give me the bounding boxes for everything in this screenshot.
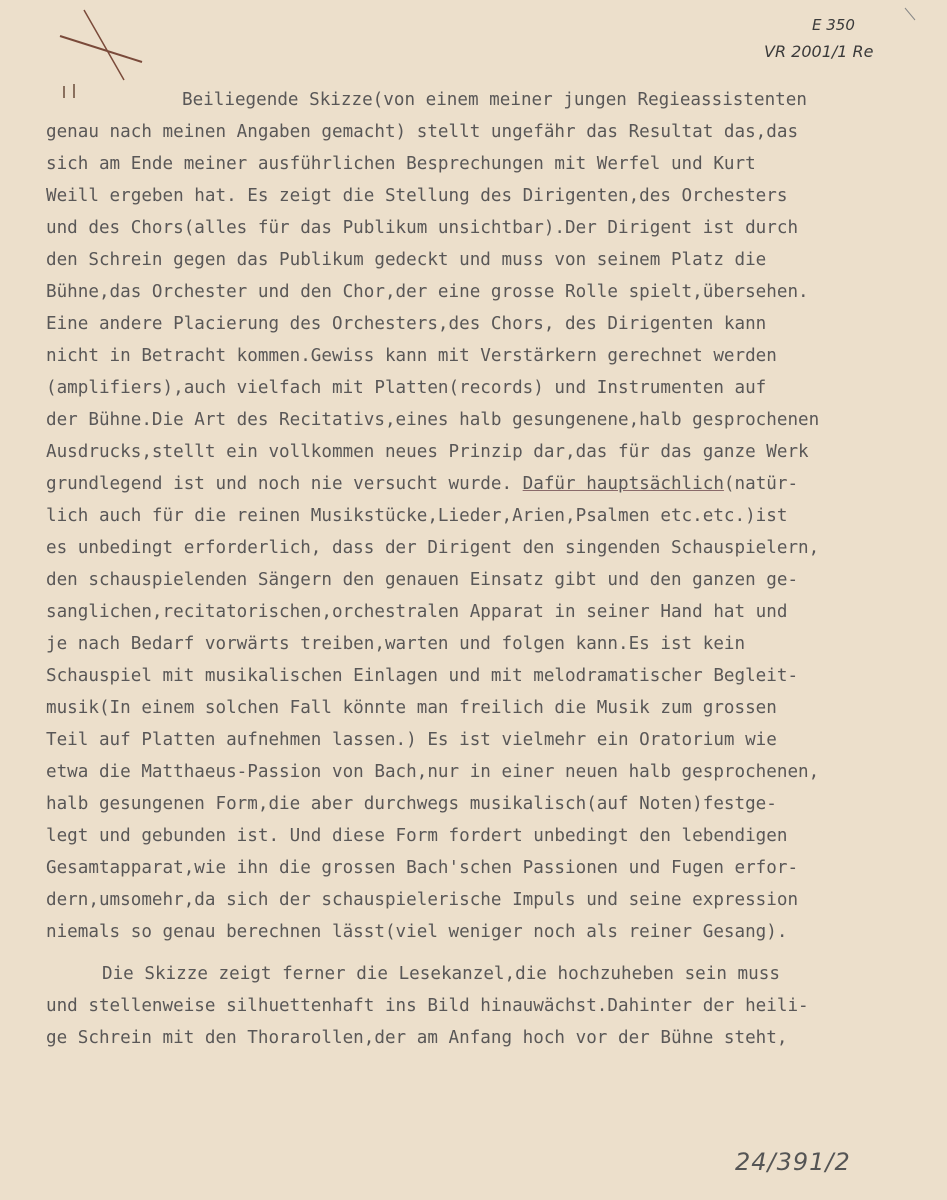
text-line: und stellenweise silhuettenhaft ins Bild hinauwächst.Dahinter der heili-	[46, 996, 809, 1016]
archive-ref-bottom: 24/391/2	[735, 1148, 851, 1176]
text-line: Die Skizze zeigt ferner die Lesekanzel,die hochzuheben sein muss	[102, 964, 780, 984]
text-line: Bühne,das Orchester und den Chor,der eine grosse Rolle spielt,übersehen.	[46, 282, 809, 302]
text-line: Gesamtapparat,wie ihn die grossen Bach'schen Passionen und Fugen erfor-	[46, 858, 799, 878]
text-line: Teil auf Platten aufnehmen lassen.) Es ist vielmehr ein Oratorium wie	[46, 730, 777, 750]
text-line: legt und gebunden ist. Und diese Form fordert unbedingt den lebendigen	[46, 826, 788, 846]
text-line: Ausdrucks,stellt ein vollkommen neues Prinzip dar,das für das ganze Werk	[46, 442, 809, 462]
text-line: niemals so genau berechnen lässt(viel weniger noch als reiner Gesang).	[46, 922, 788, 942]
text-line: Weill ergeben hat. Es zeigt die Stellung des Dirigenten,des Orchesters	[46, 186, 788, 206]
text-line: dern,umsomehr,da sich der schauspielerische Impuls und seine expression	[46, 890, 799, 910]
text-segment: (natür-	[723, 474, 799, 494]
text-line: sanglichen,recitatorischen,orchestralen Apparat in seiner Hand hat und	[46, 602, 788, 622]
text-line: lich auch für die reinen Musikstücke,Lieder,Arien,Psalmen etc.etc.)ist	[46, 506, 788, 526]
text-line: und des Chors(alles für das Publikum unsichtbar).Der Dirigent ist durch	[46, 218, 799, 238]
text-line: halb gesungenen Form,die aber durchwegs musikalisch(auf Noten)festge-	[46, 794, 777, 814]
text-line: der Bühne.Die Art des Recitativs,eines halb gesungenene,halb gesprochenen	[46, 410, 820, 430]
text-line: es unbedingt erforderlich, dass der Dirigent den singenden Schauspielern,	[46, 538, 820, 558]
typed-text	[46, 84, 926, 1054]
archive-ref-top-2: VR 2001/1 Re	[764, 42, 874, 61]
paragraph-gap	[46, 948, 926, 958]
underlined-phrase: Dafür hauptsächlich	[522, 474, 724, 494]
text-segment: grundlegend ist und noch nie versucht wurde.	[46, 474, 523, 494]
text-line: Eine andere Placierung des Orchesters,des Chors, des Dirigenten kann	[46, 314, 767, 334]
text-line: nicht in Betracht kommen.Gewiss kann mit Verstärkern gerechnet werden	[46, 346, 777, 366]
archive-ref-top-1: E 350	[812, 16, 855, 34]
text-line	[46, 468, 926, 500]
text-line: etwa die Matthaeus-Passion von Bach,nur in einer neuen halb gesprochenen,	[46, 762, 820, 782]
text-line: ge Schrein mit den Thorarollen,der am Anfang hoch vor der Bühne steht,	[46, 1028, 788, 1048]
text-line: musik(In einem solchen Fall könnte man freilich die Musik zum grossen	[46, 698, 777, 718]
text-line: genau nach meinen Angaben gemacht) stellt ungefähr das Resultat das,das	[46, 122, 799, 142]
text-line: Schauspiel mit musikalischen Einlagen und mit melodramatischer Begleit-	[46, 666, 799, 686]
text-line: (amplifiers),auch vielfach mit Platten(records) und Instrumenten auf	[46, 378, 767, 398]
text-line: je nach Bedarf vorwärts treiben,warten und folgen kann.Es ist kein	[46, 634, 746, 654]
text-line: sich am Ende meiner ausführlichen Besprechungen mit Werfel und Kurt	[46, 154, 756, 174]
text-line: Beiliegende Skizze(von einem meiner jungen Regieassistenten	[182, 90, 807, 110]
text-line: den schauspielenden Sängern den genauen Einsatz gibt und den ganzen ge-	[46, 570, 799, 590]
text-line: den Schrein gegen das Publikum gedeckt und muss von seinem Platz die	[46, 250, 767, 270]
